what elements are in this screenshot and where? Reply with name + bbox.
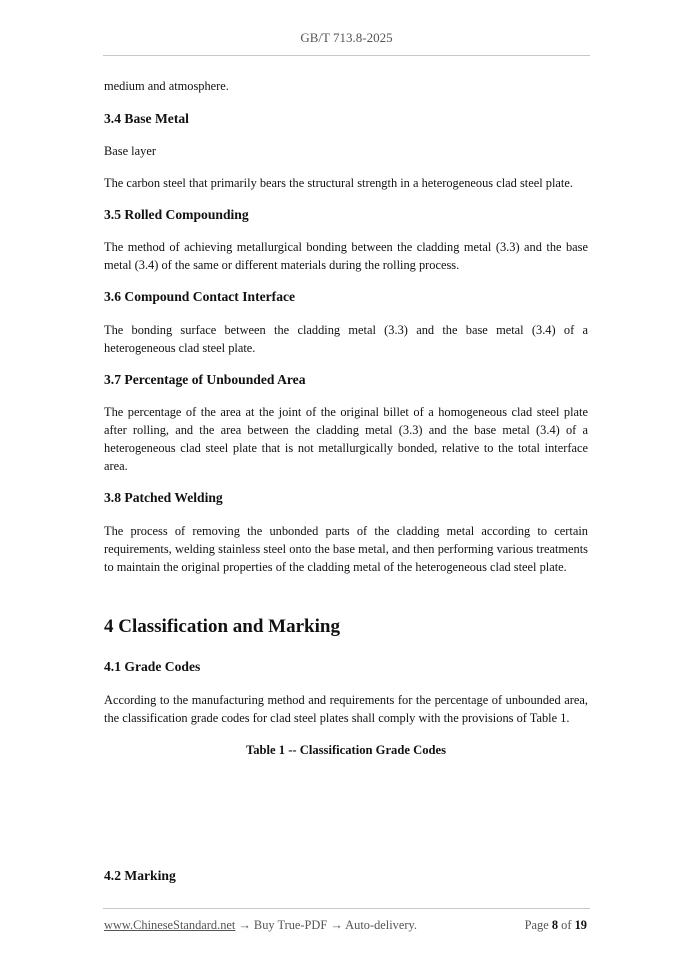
heading-3-7: 3.7 Percentage of Unbounded Area	[104, 372, 306, 387]
header-divider	[103, 55, 590, 56]
page-indicator	[525, 918, 587, 933]
heading-4: 4 Classification and Marking	[104, 616, 340, 637]
definition-3-6: The bonding surface between the cladding metal (3.3) and the base metal (3.4) of a heterogeneous clad steel plate.	[104, 323, 588, 355]
synonym-3-4: Base layer	[104, 144, 156, 158]
total-page-count: 19	[574, 918, 587, 932]
document-code-header: GB/T 713.8-2025	[300, 30, 393, 45]
heading-3-4: 3.4 Base Metal	[104, 111, 189, 126]
of-label: of	[561, 918, 572, 932]
footer-divider	[103, 908, 590, 909]
definition-3-8: The process of removing the unbonded parts of the cladding metal according to certain requirements, welding stainless steel onto the base metal, and then performing various treatments to maintain the original properties of the cladding metal of the heterogeneous clad steel plate.	[104, 524, 588, 574]
promo-text: → Buy True-PDF → Auto-delivery.	[235, 918, 417, 932]
page-label: Page	[524, 918, 549, 932]
definition-3-4: The carbon steel that primarily bears the structural strength in a heterogeneous clad steel plate.	[104, 176, 573, 190]
heading-3-8: 3.8 Patched Welding	[104, 490, 223, 505]
definition-3-5: The method of achieving metallurgical bonding between the cladding metal (3.3) and the base metal (3.4) of the same or different materials during the rolling process.	[104, 240, 588, 272]
heading-3-6: 3.6 Compound Contact Interface	[104, 289, 296, 304]
site-link[interactable]: www.ChineseStandard.net	[104, 918, 236, 932]
heading-4-2: 4.2 Marking	[104, 868, 176, 883]
current-page-number: 8	[551, 918, 559, 932]
table-1-caption: Table 1 -- Classification Grade Codes	[246, 743, 446, 757]
definition-3-7: The percentage of the area at the joint of the original billet of a homogeneous clad steel plate after rolling, and the area between the cladding metal (3.3) and the base metal (3.4) of a heterogeneous clad steel plate that is not metallurgically bonded, relative to the total interface area.	[104, 405, 588, 473]
footer-promo	[104, 918, 417, 933]
paragraph-4-1: According to the manufacturing method and requirements for the percentage of unbounded area, the classification grade codes for clad steel plates shall comply with the provisions of Table 1.	[104, 693, 588, 725]
heading-3-5: 3.5 Rolled Compounding	[104, 207, 249, 222]
continued-paragraph: medium and atmosphere.	[104, 79, 229, 93]
heading-4-1: 4.1 Grade Codes	[104, 659, 201, 674]
